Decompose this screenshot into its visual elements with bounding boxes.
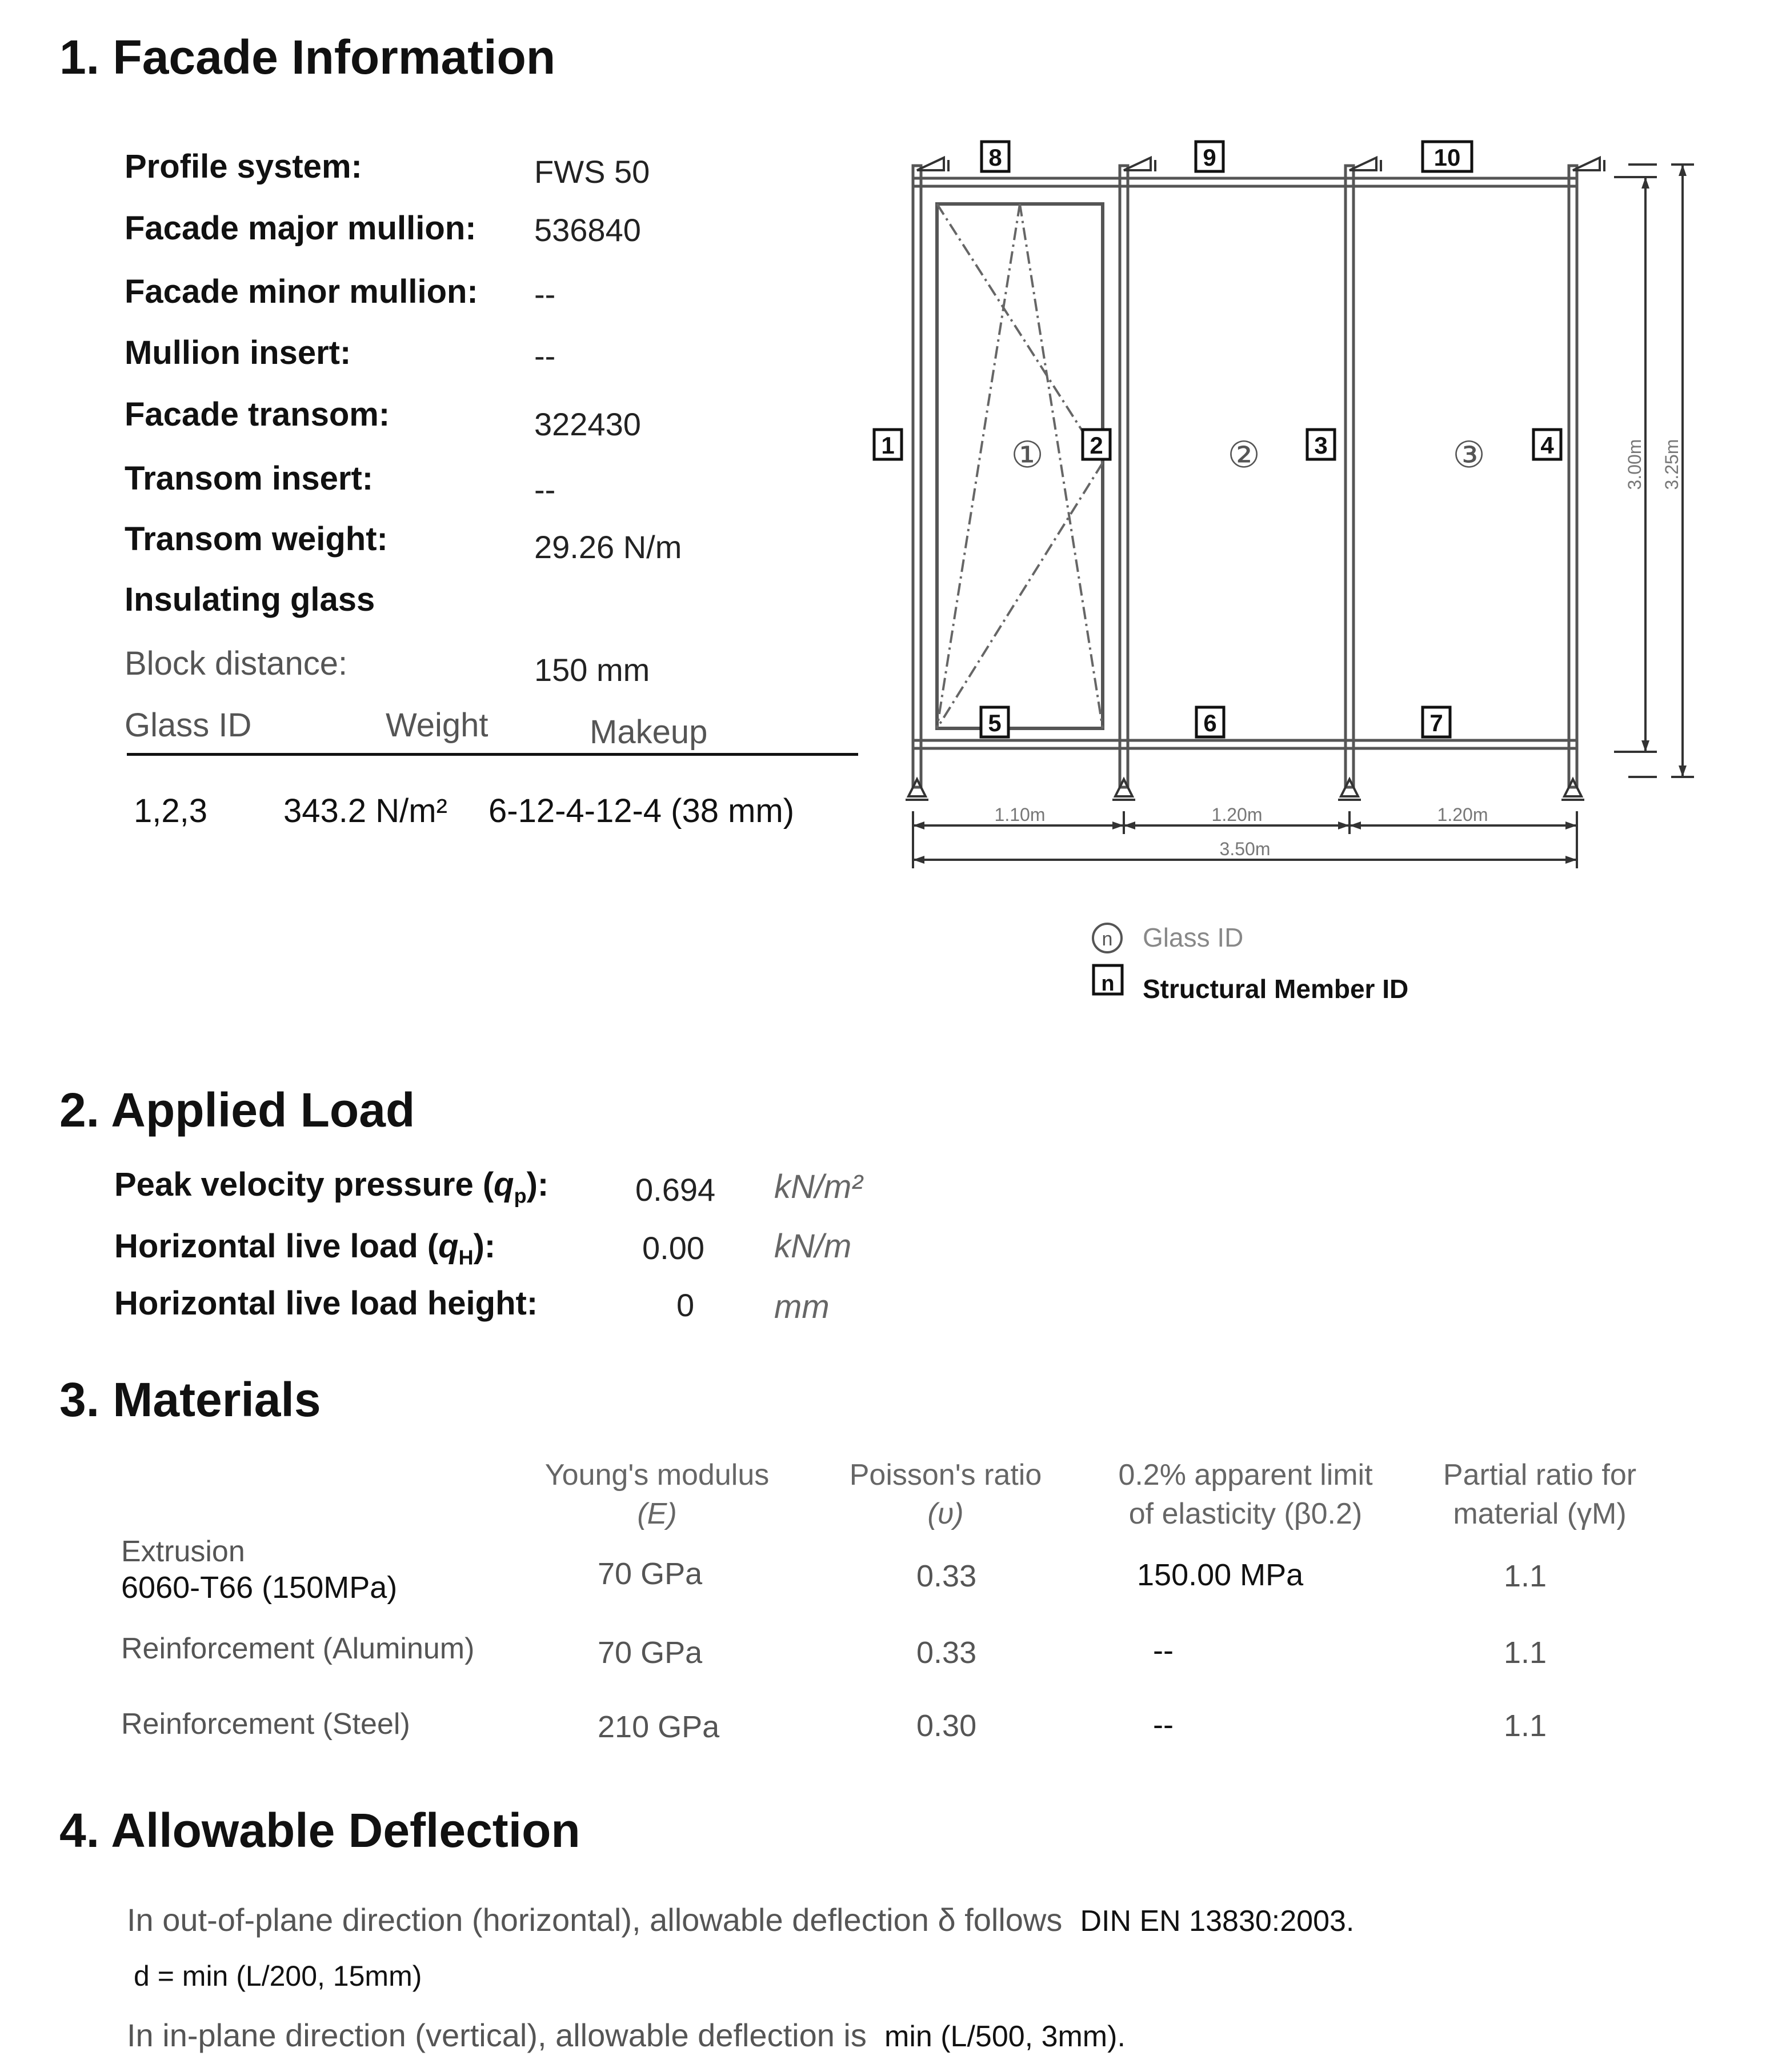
section-heading-materials: 3. Materials bbox=[59, 1373, 321, 1426]
materials-header-youngs: Young's modulus (E) bbox=[544, 1458, 770, 1530]
live-load-height-unit: mm bbox=[774, 1288, 830, 1325]
glass-table-cell-id: 1,2,3 bbox=[134, 792, 207, 829]
transom-insert-label: Transom insert: bbox=[125, 460, 374, 497]
facade-elevation-diagram bbox=[857, 126, 1714, 1017]
legend-glass-symbol: n bbox=[1102, 928, 1113, 950]
member-id-6: 6 bbox=[1203, 710, 1217, 736]
materials-row-3-name: Reinforcement (Steel) bbox=[121, 1708, 410, 1741]
materials-row-2-name: Reinforcement (Aluminum) bbox=[121, 1632, 475, 1665]
member-id-8: 8 bbox=[988, 144, 1002, 171]
materials-header-limit: 0.2% apparent limit of elasticity (β0.2) bbox=[1118, 1458, 1373, 1530]
section-heading-facade: 1. Facade Information bbox=[59, 30, 556, 84]
materials-row-2-limit: -- bbox=[1153, 1633, 1174, 1668]
major-mullion-label: Facade major mullion: bbox=[125, 210, 476, 247]
legend-member-symbol: n bbox=[1101, 972, 1115, 996]
mullion-insert-label: Mullion insert: bbox=[125, 334, 351, 371]
materials-row-1-partial: 1.1 bbox=[1504, 1559, 1547, 1593]
glass-table-header-id: Glass ID bbox=[125, 707, 252, 744]
member-id-5: 5 bbox=[988, 710, 1002, 736]
materials-row-3-poisson: 0.30 bbox=[916, 1709, 977, 1743]
materials-row-2-poisson: 0.33 bbox=[916, 1636, 977, 1670]
member-id-9: 9 bbox=[1203, 144, 1216, 171]
materials-row-1-name: Extrusion bbox=[121, 1535, 245, 1568]
glass-id-2: ② bbox=[1227, 434, 1260, 475]
materials-row-1-limit: 150.00 MPa bbox=[1137, 1558, 1304, 1592]
minor-mullion-value: -- bbox=[534, 276, 556, 312]
live-load-unit: kN/m bbox=[774, 1228, 852, 1265]
glass-table-cell-weight: 343.2 N/m² bbox=[283, 792, 447, 829]
live-load-label: Horizontal live load $(q_H)$: bbox=[114, 1228, 496, 1269]
dim-total-height: 3.25m bbox=[1661, 439, 1682, 490]
dim-span-1: 1.10m bbox=[994, 804, 1046, 825]
member-id-2: 2 bbox=[1090, 432, 1103, 459]
section-heading-load: 2. Applied Load bbox=[59, 1083, 415, 1137]
dim-total-width: 3.50m bbox=[1219, 839, 1271, 859]
materials-row-3-limit: -- bbox=[1153, 1708, 1174, 1742]
deflection-in-plane-limit: min (L/500, 3mm). bbox=[884, 2020, 1126, 2053]
glass-id-3: ③ bbox=[1452, 434, 1485, 475]
block-distance-label: Block distance: bbox=[125, 645, 348, 682]
materials-row-3-partial: 1.1 bbox=[1504, 1709, 1547, 1743]
member-id-4: 4 bbox=[1540, 432, 1554, 459]
minor-mullion-label: Facade minor mullion: bbox=[125, 273, 478, 310]
live-load-height-value: 0 bbox=[676, 1287, 695, 1323]
peak-velocity-value: 0.694 bbox=[635, 1172, 716, 1208]
member-id-1: 1 bbox=[881, 432, 895, 459]
transom-weight-value: 29.26 N/m bbox=[534, 529, 682, 565]
transom-value: 322430 bbox=[534, 406, 641, 442]
peak-velocity-label: Peak velocity pressure $(q_p)$: bbox=[114, 1166, 549, 1208]
glass-table-cell-makeup: 6-12-4-12-4 (38 mm) bbox=[488, 792, 795, 829]
materials-row-1-youngs: 70 GPa bbox=[598, 1557, 703, 1591]
materials-row-3-youngs: 210 GPa bbox=[598, 1710, 720, 1744]
glass-table-divider bbox=[127, 753, 858, 756]
transom-weight-label: Transom weight: bbox=[125, 520, 388, 558]
dim-glass-height: 3.00m bbox=[1624, 439, 1645, 490]
deflection-formula: d = min (L/200, 15mm) bbox=[134, 1960, 422, 1992]
transom-insert-value: -- bbox=[534, 471, 556, 507]
deflection-out-of-plane: In out-of-plane direction (horizontal), allowable deflection δ follows DIN EN 13830:2003. bbox=[127, 1902, 1355, 1938]
glass-table-header-makeup: Makeup bbox=[590, 714, 708, 751]
materials-row-1-grade: 6060-T66 (150MPa) bbox=[121, 1570, 398, 1605]
deflection-in-plane: In in-plane direction (vertical), allowable deflection is min (L/500, 3mm). bbox=[127, 2017, 1126, 2053]
profile-system-label: Profile system: bbox=[125, 148, 362, 185]
dim-span-2: 1.20m bbox=[1211, 804, 1263, 825]
dim-span-3: 1.20m bbox=[1437, 804, 1488, 825]
materials-row-1-poisson: 0.33 bbox=[916, 1559, 977, 1593]
live-load-value: 0.00 bbox=[642, 1230, 704, 1266]
peak-velocity-unit: kN/m² bbox=[774, 1168, 863, 1205]
profile-system-value: FWS 50 bbox=[534, 154, 650, 190]
materials-row-2-youngs: 70 GPa bbox=[598, 1636, 703, 1670]
block-distance-value: 150 mm bbox=[534, 652, 650, 688]
materials-header-partial: Partial ratio for material (γM) bbox=[1443, 1458, 1637, 1530]
live-load-height-label: Horizontal live load height: bbox=[114, 1285, 538, 1322]
deflection-standard-ref: DIN EN 13830:2003. bbox=[1080, 1905, 1355, 1938]
materials-header-poisson: Poisson's ratio (υ) bbox=[849, 1458, 1042, 1530]
section-heading-deflection: 4. Allowable Deflection bbox=[59, 1804, 580, 1857]
major-mullion-value: 536840 bbox=[534, 212, 641, 248]
member-id-3: 3 bbox=[1314, 432, 1328, 459]
legend-member-label: Structural Member ID bbox=[1143, 974, 1409, 1004]
legend-symbols bbox=[1091, 914, 1131, 1000]
member-id-10: 10 bbox=[1433, 144, 1461, 171]
glass-table-header-weight: Weight bbox=[386, 707, 488, 744]
insulating-glass-heading: Insulating glass bbox=[125, 581, 375, 618]
legend-glass-label: Glass ID bbox=[1143, 923, 1244, 952]
materials-row-2-partial: 1.1 bbox=[1504, 1636, 1547, 1670]
member-id-7: 7 bbox=[1429, 710, 1443, 736]
transom-label: Facade transom: bbox=[125, 396, 390, 433]
mullion-insert-value: -- bbox=[534, 338, 556, 374]
glass-id-1: ① bbox=[1011, 434, 1044, 475]
